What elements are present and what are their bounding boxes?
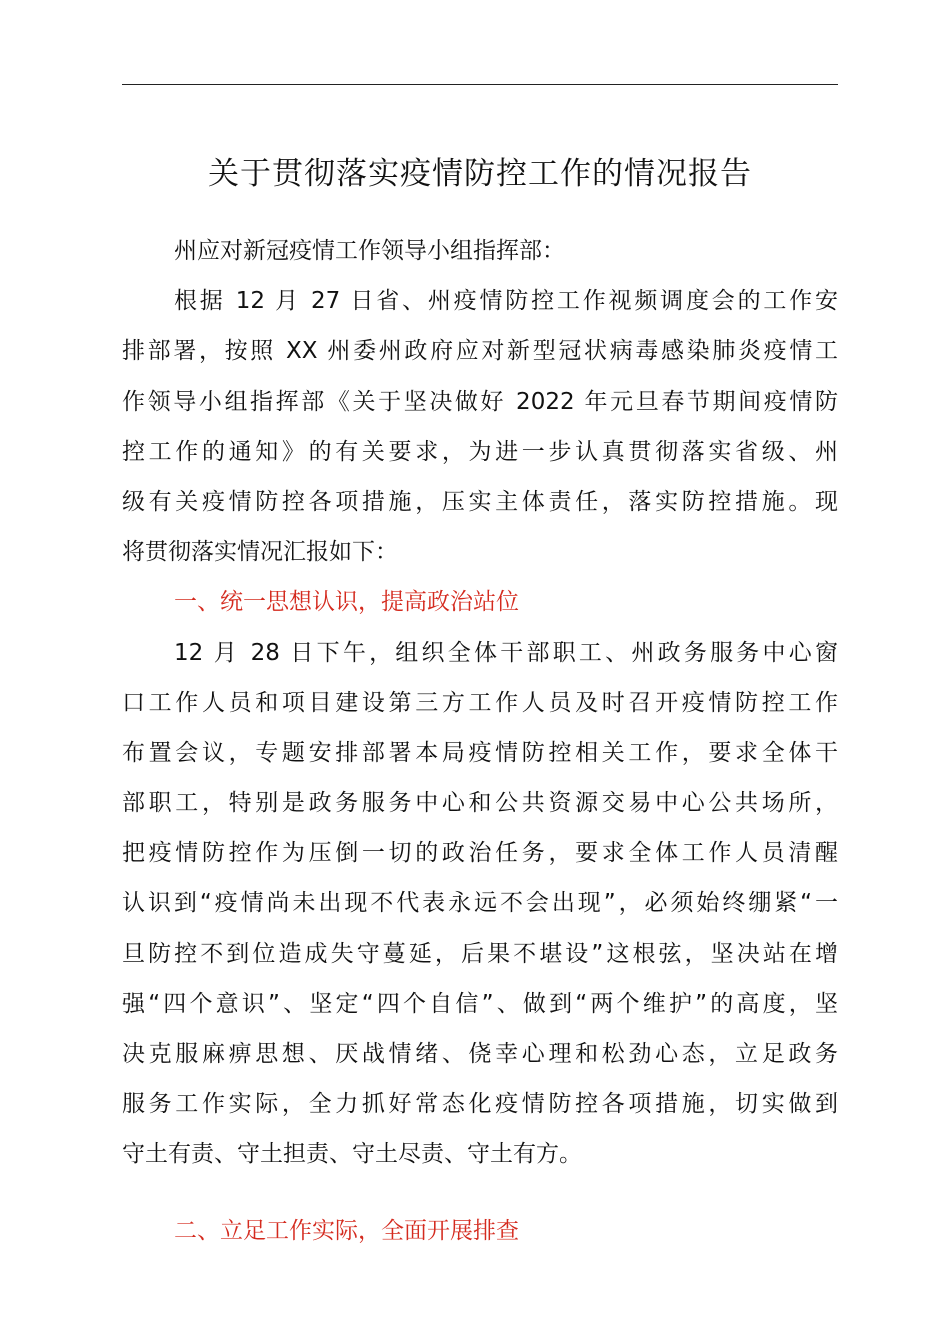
document-body — [122, 226, 838, 1256]
intro-line: 控工作的通知》的有关要求，为进一步认真贯彻落实省级、州 — [122, 438, 838, 465]
section1-line: 服务工作实际，全力抓好常态化疫情防控各项措施，切实做到 — [122, 1091, 838, 1118]
intro-line: 将贯彻落实情况汇报如下： — [122, 539, 398, 566]
salutation: 州应对新冠疫情工作领导小组指挥部： — [174, 238, 565, 264]
section1-line: 守土有责、守土担责、守土尽责、守土有方。 — [122, 1141, 582, 1168]
intro-line: 作领导小组指挥部《关于坚决做好 2022 年元旦春节期间疫情防 — [122, 388, 838, 415]
section1-line: 12 月 28 日下午，组织全体干部职工、州政务服务中心窗 — [174, 639, 838, 666]
section1-line: 强“四个意识”、坚定“四个自信”、做到“两个维护”的高度，坚 — [122, 990, 838, 1017]
document-title: 关于贯彻落实疫情防控工作的情况报告 — [208, 156, 752, 192]
section1-line: 口工作人员和项目建设第三方工作人员及时召开疫情防控工作 — [122, 689, 838, 716]
section-heading-2: 二、立足工作实际，全面开展排查 — [174, 1217, 519, 1244]
section1-line: 把疫情防控作为压倒一切的政治任务，要求全体工作人员清醒 — [122, 840, 838, 867]
intro-line: 根据 12 月 27 日省、州疫情防控工作视频调度会的工作安 — [174, 288, 838, 315]
intro-line: 排部署，按照 XX 州委州政府应对新型冠状病毒感染肺炎疫情工 — [122, 338, 838, 365]
section1-line: 认识到“疫情尚未出现不代表永远不会出现”，必须始终绷紧“一 — [122, 890, 838, 917]
section1-line: 部职工，特别是政务服务中心和公共资源交易中心公共场所， — [122, 790, 838, 817]
intro-line: 级有关疫情防控各项措施，压实主体责任，落实防控措施。现 — [122, 488, 838, 515]
section1-line: 决克服麻痹思想、厌战情绪、侥幸心理和松劲心态，立足政务 — [122, 1041, 838, 1067]
section-heading-1: 一、统一思想认识，提高政治站位 — [174, 589, 519, 616]
section1-line: 布置会议，专题安排部署本局疫情防控相关工作，要求全体干 — [122, 739, 838, 766]
section1-line: 旦防控不到位造成失守蔓延，后果不堪设”这根弦，坚决站在增 — [122, 940, 838, 967]
section-spacer — [122, 1180, 838, 1206]
header-rule — [122, 84, 838, 85]
